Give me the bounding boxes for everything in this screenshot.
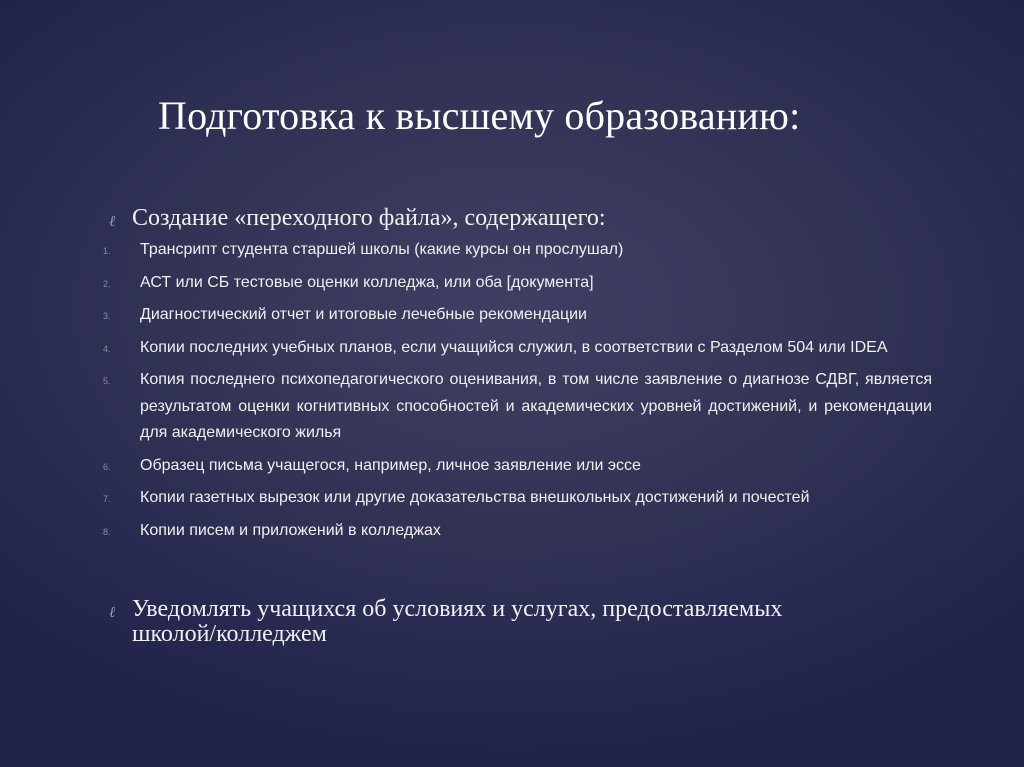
list-item [100,302,932,329]
list-number: 6. [103,461,111,472]
list-item-text: Диагностический отчет и итоговые лечебные рекомендации [140,306,587,323]
bullet-notify-students [109,597,829,647]
bullet-icon: ℓ [109,603,116,621]
bullet-text: Создание «переходного файла», содержащего: [132,205,606,231]
list-item-text: Копии писем и приложений в колледжах [140,521,441,539]
list-item [100,485,932,512]
list-number: 1. [103,246,111,256]
list-number: 2. [103,278,111,289]
list-item-text: Трансрипт студента старшей школы (какие курсы он прослушал) [140,241,624,258]
list-item-text: АСТ или СБ тестовые оценки колледжа, или оба [документа] [140,273,594,291]
list-number: 4. [103,343,111,354]
list-item [100,270,932,297]
list-number: 8. [103,526,111,537]
slide-title: Подготовка к высшему образованию: [158,93,801,138]
list-item-text: Копии газетных вырезок или другие доказательства внешкольных достижений и почестей [140,489,810,506]
list-item-text: Образец письма учащегося, например, личное заявление или эссе [140,456,641,474]
bullet-icon: ℓ [109,212,116,230]
list-number: 5. [103,376,111,386]
list-item [100,518,932,545]
bullet-transition-file [109,206,829,231]
list-item [100,453,932,480]
list-number: 7. [103,494,111,504]
list-item [100,335,932,362]
numbered-list [100,237,932,550]
list-number: 3. [103,311,111,321]
list-item [100,367,932,447]
list-item-text: Копии последних учебных планов, если учащийся служил, в соответствии с Разделом 504 или IDEA [140,338,888,356]
list-item-text: Копия последнего психопедагогического оценивания, в том числе заявление о диагнозе СДВГ, является результатом оценки когнитивных способностей и академических уровней достижений, и рекомендации для академического жилья [140,371,932,441]
list-item [100,237,932,264]
bullet-text: Уведомлять учащихся об условиях и услугах, предоставляемых школой/колледжем [132,596,783,647]
